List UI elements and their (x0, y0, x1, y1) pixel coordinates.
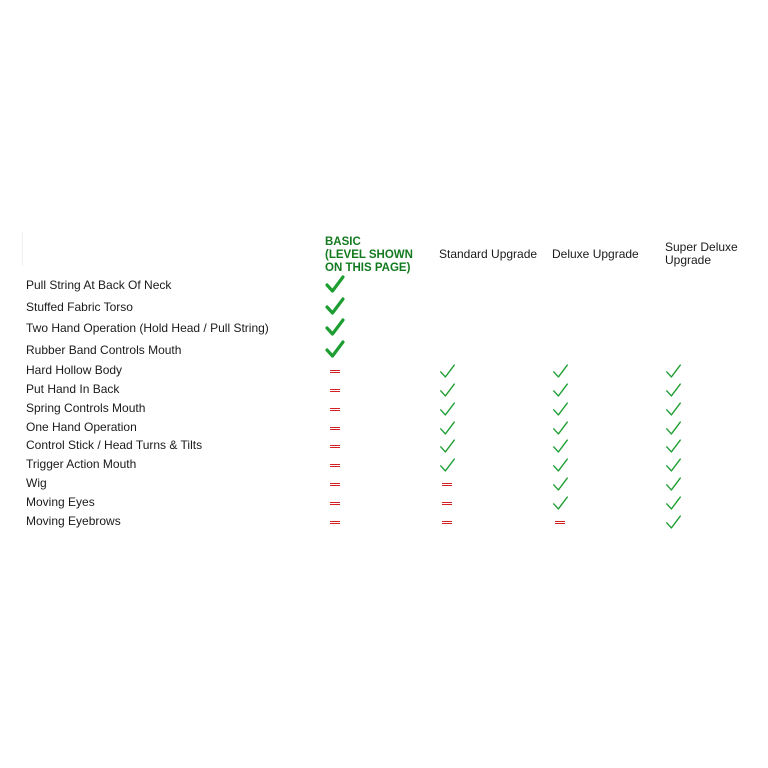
header-deluxe-line-1: Deluxe Upgrade (552, 247, 639, 261)
checkmark-icon (439, 363, 456, 379)
dash-icon (330, 483, 340, 486)
dash-icon (330, 408, 340, 411)
row-label: Trigger Action Mouth (26, 457, 137, 471)
checkmark-icon (665, 457, 682, 473)
checkmark-icon (439, 457, 456, 473)
checkmark-icon (665, 382, 682, 398)
header-basic-line-3: ON THIS PAGE) (325, 262, 411, 274)
dash-icon (442, 502, 452, 505)
checkmark-icon (439, 420, 456, 436)
row-label: Moving Eyebrows (26, 514, 121, 528)
dash-icon (330, 464, 340, 467)
dash-icon (330, 521, 340, 524)
checkmark-icon (552, 401, 569, 417)
checkmark-icon (665, 476, 682, 492)
checkmark-icon (552, 363, 569, 379)
checkmark-icon (325, 340, 345, 358)
row-label: Moving Eyes (26, 495, 95, 509)
dash-icon (330, 445, 340, 448)
row-label: Stuffed Fabric Torso (26, 300, 133, 314)
checkmark-icon (665, 438, 682, 454)
header-basic (325, 236, 413, 275)
row-label: Control Stick / Head Turns & Tilts (26, 438, 203, 452)
checkmark-icon (325, 318, 345, 336)
checkmark-icon (665, 420, 682, 436)
checkmark-icon (665, 514, 682, 530)
header-super-line-1: Super Deluxe (665, 240, 738, 254)
dash-icon (442, 483, 452, 486)
row-label: Wig (26, 476, 47, 490)
header-super-deluxe (665, 241, 738, 267)
dash-icon (442, 521, 452, 524)
checkmark-icon (665, 401, 682, 417)
checkmark-icon (665, 363, 682, 379)
checkmark-icon (325, 275, 345, 293)
checkmark-icon (665, 495, 682, 511)
checkmark-icon (325, 297, 345, 315)
row-label: Spring Controls Mouth (26, 401, 146, 415)
divider (22, 232, 23, 266)
checkmark-icon (552, 382, 569, 398)
dash-icon (555, 521, 565, 524)
header-deluxe (552, 248, 639, 261)
row-label: Hard Hollow Body (26, 363, 123, 377)
checkmark-icon (552, 457, 569, 473)
dash-icon (330, 389, 340, 392)
checkmark-icon (439, 382, 456, 398)
header-basic-line-1: BASIC (325, 236, 361, 248)
header-basic-line-2: (LEVEL SHOWN (325, 249, 413, 261)
row-label: Pull String At Back Of Neck (26, 278, 172, 292)
row-label: One Hand Operation (26, 420, 137, 434)
row-label: Put Hand In Back (26, 382, 120, 396)
row-label: Two Hand Operation (Hold Head / Pull String) (26, 321, 269, 335)
dash-icon (330, 427, 340, 430)
dash-icon (330, 502, 340, 505)
header-super-line-2: Upgrade (665, 253, 712, 267)
header-standard-line-1: Standard Upgrade (439, 247, 538, 261)
dash-icon (330, 370, 340, 373)
header-standard (439, 248, 537, 261)
checkmark-icon (439, 401, 456, 417)
checkmark-icon (552, 495, 569, 511)
checkmark-icon (552, 476, 569, 492)
checkmark-icon (552, 438, 569, 454)
checkmark-icon (552, 420, 569, 436)
row-label: Rubber Band Controls Mouth (26, 343, 182, 357)
checkmark-icon (439, 438, 456, 454)
